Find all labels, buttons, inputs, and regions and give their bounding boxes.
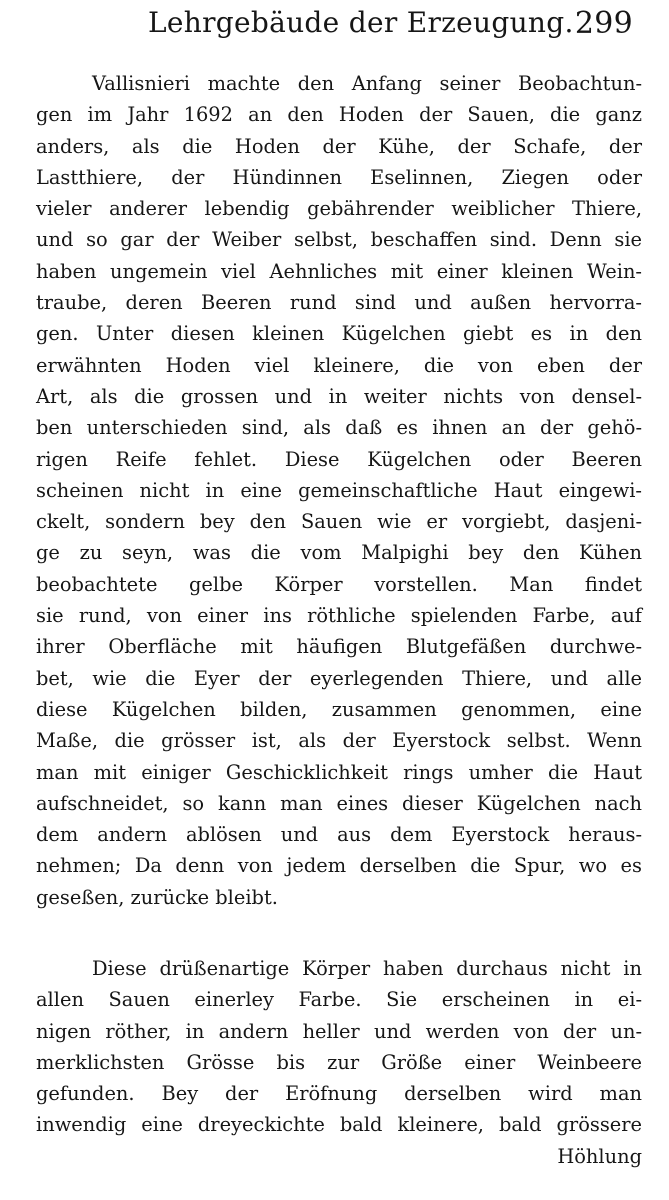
text-line: nehmen; Da denn von jedem derselben die Spur, wo es bbox=[36, 854, 642, 878]
text-line: anders, als die Hoden der Kühe, der Schafe, der bbox=[36, 134, 642, 158]
running-title: Lehrgebäude der Erzeugung. bbox=[148, 6, 574, 39]
text-line: gefunden. Bey der Eröfnung derselben wird man bbox=[36, 1082, 642, 1106]
text-line: Art, als die grossen und in weiter nichts von densel- bbox=[36, 384, 642, 408]
text-line: man mit einiger Geschicklichkeit rings umher die Haut bbox=[36, 760, 642, 784]
text-line: rigen Reife fehlet. Diese Kügelchen oder Beeren bbox=[36, 447, 642, 471]
text-line: Vallisnieri machte den Anfang seiner Beobachtun- bbox=[92, 72, 642, 95]
text-line: ckelt, sondern bey den Sauen wie er vorgiebt, dasjeni- bbox=[36, 510, 642, 534]
text-line: dem andern ablösen und aus dem Eyerstock heraus- bbox=[36, 823, 642, 847]
text-line: traube, deren Beeren rund sind und außen hervorra- bbox=[36, 291, 642, 315]
text-line: geseßen, zurücke bleibt. bbox=[36, 885, 278, 909]
text-line: ge zu seyn, was die vom Malpighi bey den Kühen bbox=[36, 541, 642, 565]
text-line: vieler anderer lebendig gebährender weiblicher Thiere, bbox=[36, 197, 642, 221]
paragraph-2 bbox=[36, 953, 642, 1172]
text-line: Lastthiere, der Hündinnen Eselinnen, Ziegen oder bbox=[36, 165, 642, 189]
text-line: sie rund, von einer ins röthliche spielenden Farbe, auf bbox=[36, 604, 642, 628]
page-number: 299 bbox=[574, 6, 633, 41]
text-line: Maße, die grösser ist, als der Eyerstock selbst. Wenn bbox=[36, 729, 642, 753]
text-line: beobachtete gelbe Körper vorstellen. Man findet bbox=[36, 572, 642, 596]
paragraph-1 bbox=[36, 68, 642, 913]
text-line: merklichsten Grösse bis zur Größe einer Weinbeere bbox=[36, 1050, 642, 1074]
text-line: erwähnten Hoden viel kleinere, die von eben der bbox=[36, 353, 642, 377]
text-line: ihrer Oberfläche mit häufigen Blutgefäßen durchwe- bbox=[36, 635, 642, 659]
text-line: ben unterschieden sind, als daß es ihnen an der gehö- bbox=[36, 416, 642, 440]
text-line: diese Kügelchen bilden, zusammen genommen, eine bbox=[36, 697, 642, 721]
text-line: gen im Jahr 1692 an den Hoden der Sauen, die ganz bbox=[36, 103, 642, 127]
catchword: Höhlung bbox=[557, 1144, 642, 1168]
text-line: allen Sauen einerley Farbe. Sie erscheinen in ei- bbox=[36, 988, 642, 1012]
text-line: inwendig eine dreyeckichte bald kleinere, bald grössere bbox=[36, 1113, 642, 1137]
text-line: haben ungemein viel Aehnliches mit einer kleinen Wein- bbox=[36, 259, 642, 283]
text-line: bet, wie die Eyer der eyerlegenden Thiere, und alle bbox=[36, 666, 642, 690]
text-line: aufschneidet, so kann man eines dieser Kügelchen nach bbox=[36, 791, 642, 815]
text-line: Diese drüßenartige Körper haben durchaus nicht in bbox=[92, 957, 642, 980]
text-line: scheinen nicht in eine gemeinschaftliche Haut eingewi- bbox=[36, 478, 642, 502]
text-line: nigen röther, in andern heller und werden von der un- bbox=[36, 1019, 642, 1043]
text-line: gen. Unter diesen kleinen Kügelchen giebt es in den bbox=[36, 322, 642, 346]
text-line: und so gar der Weiber selbst, beschaffen sind. Denn sie bbox=[36, 228, 642, 252]
